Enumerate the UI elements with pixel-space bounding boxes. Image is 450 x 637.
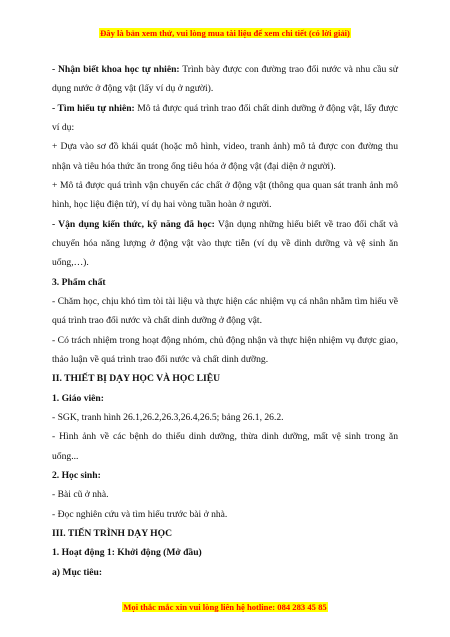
label-van-dung: - Vận dụng kiến thức, kỹ năng đã học: bbox=[52, 218, 215, 230]
preview-notice-text: Đây là bản xem thử, vui lòng mua tài liệu để xem chi tiết (có lời giải) bbox=[100, 28, 350, 38]
heading-giao-vien: 1. Giáo viên: bbox=[52, 392, 104, 404]
paragraph-van-dung bbox=[52, 215, 398, 273]
paragraph-hoc-sinh-1: - Bài cũ ở nhà. bbox=[52, 489, 109, 501]
paragraph-pham-chat-1: - Chăm học, chịu khó tìm tòi tài liệu và thực hiện các nhiệm vụ cá nhân nhằm tìm hiểu về quá trình trao đổi nước và chất dinh dưỡng ở động vật. bbox=[52, 295, 398, 327]
heading-hoat-dong-1: 1. Hoạt động 1: Khởi động (Mở đầu) bbox=[52, 547, 202, 559]
hotline-text: Mọi thắc mắc xin vui lòng liên hệ hotline: 084 283 45 85 bbox=[123, 602, 327, 612]
heading-muc-tieu: a) Mục tiêu: bbox=[52, 566, 103, 578]
hotline-banner bbox=[0, 601, 450, 613]
heading-tien-trinh: III. TIẾN TRÌNH DẠY HỌC bbox=[52, 527, 173, 539]
paragraph-plus-2: + Mô tả được quá trình vận chuyển các chất ở động vật (thông qua quan sát tranh ảnh mô hình, học liệu điện tử), ví dụ hai vòng tuần hoàn ở người. bbox=[52, 179, 398, 211]
paragraph-plus-1: + Dựa vào sơ đồ khái quát (hoặc mô hình, video, tranh ảnh) mô tả được con đường thu nhận và tiêu hóa thức ăn trong ống tiêu hóa ở động vật (đại diện ở người). bbox=[52, 141, 398, 172]
paragraph-tim-hieu bbox=[52, 99, 398, 138]
paragraph-giao-vien-2: - Hình ảnh về các bệnh do thiếu dinh dưỡng, thừa dinh dưỡng, mất vệ sinh trong ăn uống... bbox=[52, 431, 398, 462]
text-nhan-biet: Trình bày được con đường trao đổi nước và nhu cầu sử dụng nước ở động vật (lấy ví dụ ở người). bbox=[52, 64, 398, 95]
heading-hoc-sinh: 2. Học sinh: bbox=[52, 469, 101, 481]
paragraph-pham-chat-2: - Có trách nhiệm trong hoạt động nhóm, chủ động nhận và thực hiện nhiệm vụ được giao, thảo luận về quá trình trao đổi nước và chất dinh dưỡng. bbox=[52, 334, 398, 365]
paragraph-nhan-biet bbox=[52, 60, 398, 99]
paragraph-hoc-sinh-2: - Đọc nghiên cứu và tìm hiểu trước bài ở nhà. bbox=[52, 508, 228, 520]
label-nhan-biet: - Nhận biết khoa học tự nhiên: bbox=[52, 64, 180, 75]
text-van-dung: Vận dụng những hiểu biết về trao đổi chất và chuyển hóa năng lượng ở động vật vào thực tiễn (ví dụ về dinh dưỡng và vệ sinh ăn uống,…). bbox=[52, 218, 398, 269]
heading-pham-chat: 3. Phẩm chất bbox=[52, 276, 106, 288]
paragraph-giao-vien-1: - SGK, tranh hình 26.1,26.2,26.3,26.4,26.5; bảng 26.1, 26.2. bbox=[52, 411, 284, 423]
text-tim-hieu: Mô tả được quá trình trao đổi chất dinh dưỡng ở động vật, lấy được ví dụ: bbox=[52, 102, 399, 133]
heading-thiet-bi: II. THIẾT BỊ DẠY HỌC VÀ HỌC LIỆU bbox=[52, 373, 221, 385]
preview-notice-banner bbox=[0, 27, 450, 39]
document-body bbox=[52, 60, 398, 582]
label-tim-hieu: - Tìm hiểu tự nhiên: bbox=[52, 102, 135, 114]
